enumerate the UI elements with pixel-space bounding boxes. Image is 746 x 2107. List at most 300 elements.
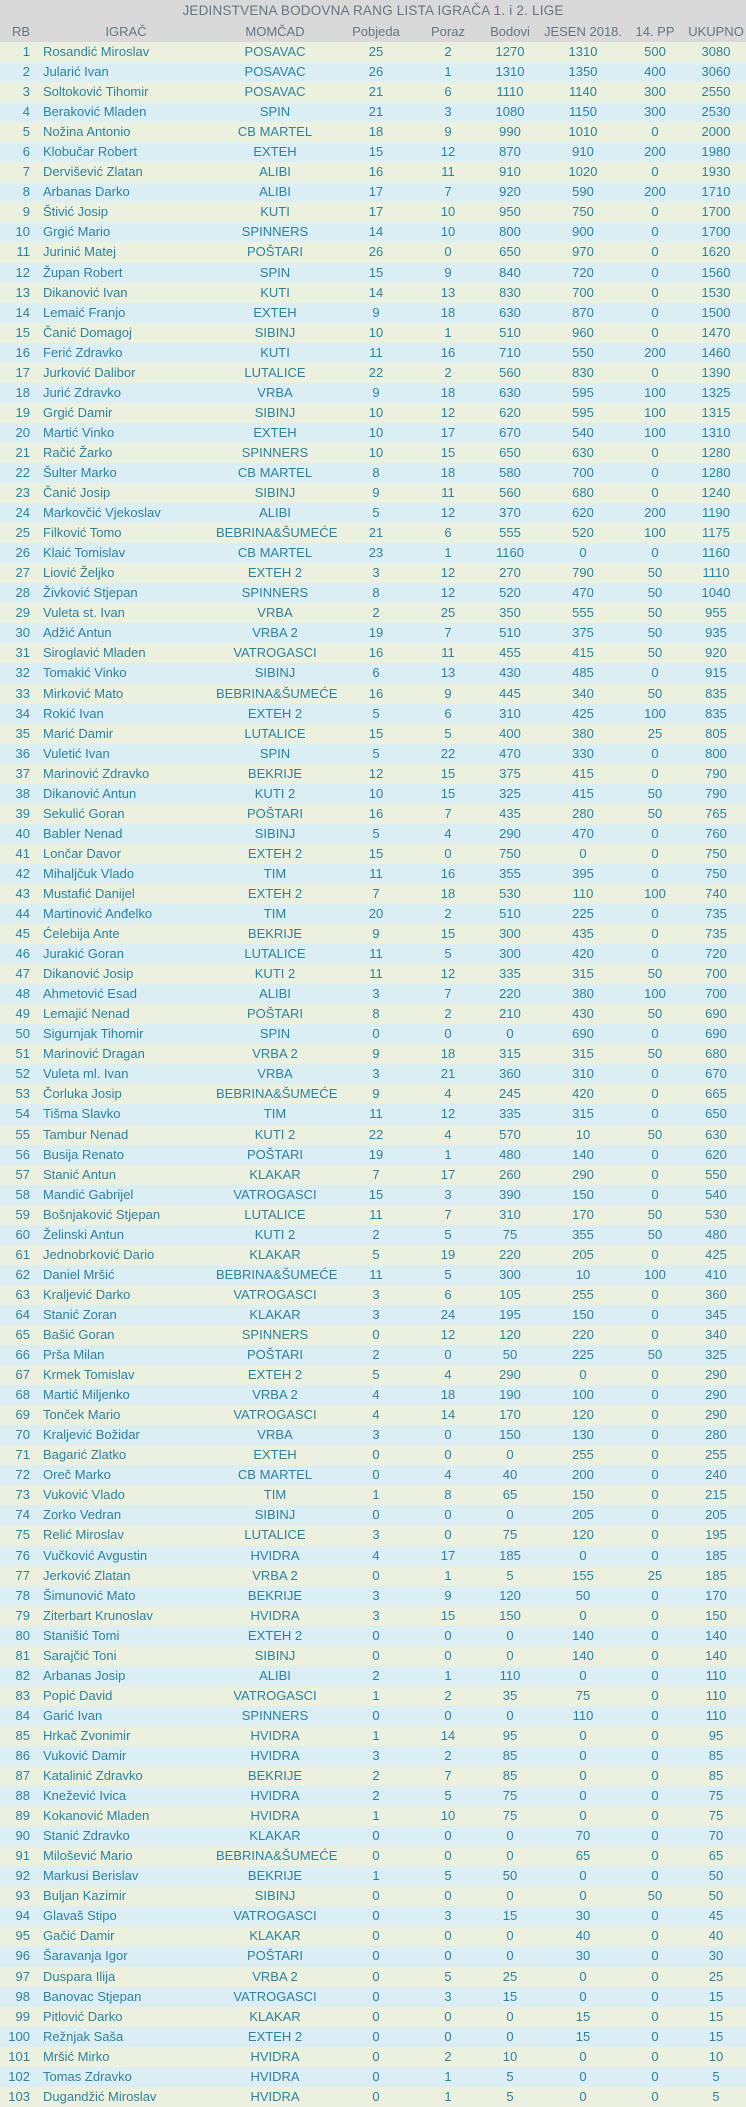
- team-cell: KUTI: [260, 204, 290, 220]
- rank-cell: 97: [15, 1968, 30, 1984]
- points-cell: 120: [499, 1587, 521, 1603]
- rank-cell: 21: [15, 444, 30, 460]
- points-cell: 190: [499, 1387, 521, 1403]
- pp14-cell: 0: [651, 1647, 659, 1663]
- table-row: [0, 1325, 746, 1345]
- rank-cell: 96: [15, 1948, 30, 1964]
- wins-cell: 4: [372, 1547, 380, 1563]
- rank-cell: 72: [15, 1467, 30, 1483]
- total-cell: 650: [705, 1106, 727, 1122]
- pp14-cell: 25: [647, 1567, 663, 1583]
- pp14-cell: 300: [644, 104, 666, 120]
- rank-cell: 45: [15, 926, 30, 942]
- pp14-cell: 200: [644, 344, 666, 360]
- losses-cell: 12: [440, 505, 456, 521]
- player-name-cell: Tomakić Vinko: [43, 665, 127, 681]
- points-cell: 0: [506, 1447, 514, 1463]
- team-cell: ALIBI: [259, 184, 291, 200]
- total-cell: 1710: [701, 184, 731, 200]
- autumn-2018-cell: 340: [572, 685, 594, 701]
- wins-cell: 2: [372, 1667, 380, 1683]
- autumn-2018-cell: 595: [572, 404, 594, 420]
- wins-cell: 9: [372, 926, 380, 942]
- losses-cell: 1: [444, 64, 452, 80]
- team-cell: VRBA 2: [252, 625, 298, 641]
- total-cell: 1240: [701, 485, 731, 501]
- total-cell: 1160: [702, 545, 730, 561]
- team-cell: HVIDRA: [250, 2088, 300, 2104]
- player-name-cell: Glavaš Stipo: [43, 1908, 117, 1924]
- table-row: [0, 1084, 746, 1104]
- rank-cell: 56: [15, 1146, 30, 1162]
- total-cell: 480: [705, 1226, 727, 1242]
- table-row: [0, 1445, 746, 1465]
- wins-cell: 1: [372, 1808, 380, 1824]
- autumn-2018-cell: 750: [572, 204, 594, 220]
- losses-cell: 3: [444, 104, 452, 120]
- player-name-cell: Bagarić Zlatko: [43, 1447, 127, 1463]
- team-cell: BEBRINA&ŠUMEĆE: [216, 525, 338, 541]
- wins-cell: 15: [368, 264, 384, 280]
- total-cell: 110: [705, 1667, 727, 1683]
- team-cell: VRBA 2: [252, 1046, 298, 1062]
- total-cell: 2530: [701, 104, 731, 120]
- rank-cell: 65: [15, 1327, 30, 1342]
- autumn-2018-cell: 0: [579, 1367, 587, 1383]
- player-name-cell: Hrkač Zvonimir: [43, 1727, 131, 1743]
- autumn-2018-cell: 0: [579, 1547, 587, 1563]
- rank-cell: 81: [15, 1647, 30, 1663]
- player-name-cell: Prša Milan: [43, 1347, 105, 1363]
- points-cell: 1160: [496, 545, 524, 561]
- rank-cell: 67: [15, 1367, 30, 1383]
- wins-cell: 10: [368, 785, 384, 801]
- table-row: [0, 964, 746, 984]
- autumn-2018-cell: 30: [575, 1908, 591, 1924]
- wins-cell: 7: [372, 1166, 380, 1182]
- player-name-cell: Garić Ivan: [43, 1707, 103, 1723]
- table-row: [0, 1044, 746, 1064]
- pp14-cell: 50: [647, 785, 663, 801]
- autumn-2018-cell: 555: [572, 605, 594, 621]
- table-row: [0, 82, 746, 102]
- player-name-cell: Krmek Tomislav: [43, 1367, 135, 1383]
- table-row: [0, 162, 746, 182]
- total-cell: 50: [708, 1868, 724, 1884]
- points-cell: 35: [502, 1687, 518, 1703]
- total-cell: 290: [705, 1387, 727, 1403]
- pp14-cell: 300: [644, 84, 666, 100]
- total-cell: 915: [705, 665, 727, 681]
- wins-cell: 19: [368, 625, 384, 641]
- autumn-2018-cell: 520: [572, 525, 594, 541]
- autumn-2018-cell: 170: [572, 1206, 594, 1222]
- rank-cell: 76: [15, 1547, 30, 1563]
- total-cell: 345: [705, 1306, 727, 1322]
- table-row: [0, 1967, 746, 1987]
- autumn-2018-cell: 595: [572, 384, 594, 400]
- table-row: [0, 884, 746, 904]
- table-row: [0, 543, 746, 563]
- losses-cell: 1: [444, 2068, 452, 2084]
- losses-cell: 6: [444, 1286, 452, 1302]
- player-name-cell: Milošević Mario: [43, 1848, 133, 1864]
- player-name-cell: Jularić Ivan: [43, 64, 109, 80]
- points-cell: 0: [506, 1026, 514, 1042]
- total-cell: 1930: [701, 164, 731, 180]
- player-name-cell: Lončar Davor: [43, 845, 122, 861]
- losses-cell: 10: [440, 224, 456, 240]
- rank-cell: 40: [15, 825, 30, 841]
- team-cell: SPIN: [259, 1026, 291, 1042]
- table-row: [0, 1826, 746, 1846]
- rank-cell: 61: [15, 1246, 30, 1262]
- wins-cell: 0: [372, 1026, 380, 1042]
- rank-cell: 32: [15, 665, 30, 681]
- player-name-cell: Šulter Marko: [43, 464, 117, 480]
- pp14-cell: 0: [651, 1306, 659, 1322]
- wins-cell: 0: [372, 2008, 380, 2024]
- rank-cell: 69: [15, 1407, 30, 1423]
- team-cell: KUTI 2: [254, 966, 296, 982]
- rank-cell: 66: [15, 1347, 30, 1363]
- total-cell: 15: [708, 2008, 724, 2024]
- points-cell: 300: [499, 926, 521, 942]
- team-cell: EXTEH: [253, 424, 297, 440]
- autumn-2018-cell: 140: [572, 1146, 594, 1162]
- losses-cell: 16: [440, 344, 456, 360]
- team-cell: BEBRINA&ŠUMEĆE: [216, 1266, 338, 1282]
- table-row: [0, 1566, 746, 1586]
- wins-cell: 8: [372, 1006, 380, 1022]
- losses-cell: 0: [444, 1527, 452, 1543]
- points-cell: 0: [506, 1888, 514, 1904]
- rank-cell: 99: [15, 2008, 30, 2024]
- wins-cell: 0: [372, 1507, 380, 1523]
- team-cell: SIBINJ: [254, 404, 296, 420]
- pp14-cell: 100: [644, 384, 666, 400]
- team-cell: SIBINJ: [254, 1888, 296, 1904]
- points-cell: 10: [502, 2048, 518, 2064]
- column-header-bodovi: Bodovi: [490, 24, 530, 39]
- losses-cell: 25: [440, 605, 456, 621]
- losses-cell: 0: [444, 1026, 452, 1042]
- autumn-2018-cell: 630: [572, 444, 594, 460]
- autumn-2018-cell: 205: [572, 1246, 594, 1262]
- losses-cell: 12: [440, 1327, 456, 1342]
- player-name-cell: Sarajčić Toni: [43, 1647, 117, 1663]
- player-name-cell: Kokanović Mladen: [43, 1808, 150, 1824]
- table-row: [0, 1746, 746, 1766]
- team-cell: VRBA 2: [252, 1387, 298, 1403]
- points-cell: 510: [499, 625, 521, 641]
- losses-cell: 19: [440, 1246, 456, 1262]
- wins-cell: 10: [368, 444, 384, 460]
- table-row: [0, 363, 746, 383]
- rank-cell: 75: [15, 1527, 30, 1543]
- player-name-cell: Vuleta ml. Ivan: [43, 1066, 129, 1082]
- wins-cell: 16: [368, 164, 384, 180]
- team-cell: KLAKAR: [249, 1928, 301, 1944]
- rank-cell: 102: [8, 2068, 30, 2084]
- player-name-cell: Dervišević Zlatan: [43, 164, 143, 180]
- points-cell: 520: [499, 585, 521, 601]
- rank-cell: 26: [15, 545, 30, 561]
- rank-cell: 83: [15, 1687, 30, 1703]
- autumn-2018-cell: 720: [572, 264, 594, 280]
- losses-cell: 5: [444, 1226, 452, 1242]
- losses-cell: 21: [440, 1066, 456, 1082]
- rank-cell: 34: [15, 705, 30, 721]
- autumn-2018-cell: 680: [572, 485, 594, 501]
- wins-cell: 0: [372, 1627, 380, 1643]
- pp14-cell: 200: [644, 184, 666, 200]
- player-name-cell: Štivić Josip: [43, 204, 109, 220]
- losses-cell: 1: [444, 324, 452, 340]
- points-cell: 670: [499, 424, 521, 440]
- autumn-2018-cell: 425: [572, 705, 594, 721]
- autumn-2018-cell: 430: [572, 1006, 594, 1022]
- table-row: [0, 1586, 746, 1606]
- pp14-cell: 50: [647, 1206, 663, 1222]
- autumn-2018-cell: 0: [579, 1788, 587, 1804]
- points-cell: 620: [499, 404, 521, 420]
- losses-cell: 24: [440, 1306, 456, 1322]
- pp14-cell: 0: [651, 1587, 659, 1603]
- player-name-cell: Živković Stjepan: [43, 585, 138, 601]
- total-cell: 1040: [701, 585, 731, 601]
- rank-cell: 51: [15, 1046, 30, 1062]
- total-cell: 205: [705, 1507, 727, 1523]
- player-name-cell: Vuković Damir: [43, 1747, 127, 1763]
- rank-cell: 25: [15, 525, 30, 541]
- autumn-2018-cell: 540: [572, 424, 594, 440]
- pp14-cell: 50: [647, 1888, 663, 1904]
- points-cell: 0: [506, 1507, 514, 1523]
- pp14-cell: 400: [644, 64, 666, 80]
- total-cell: 835: [705, 685, 727, 701]
- losses-cell: 11: [441, 485, 455, 501]
- wins-cell: 23: [368, 545, 384, 561]
- losses-cell: 15: [440, 1607, 456, 1623]
- losses-cell: 14: [440, 1407, 456, 1423]
- player-name-cell: Tonček Mario: [43, 1407, 121, 1423]
- autumn-2018-cell: 960: [572, 324, 594, 340]
- losses-cell: 8: [444, 1487, 452, 1503]
- player-name-cell: Oreč Marko: [43, 1467, 111, 1483]
- rank-cell: 93: [15, 1888, 30, 1904]
- rank-cell: 77: [15, 1567, 30, 1583]
- autumn-2018-cell: 205: [572, 1507, 594, 1523]
- pp14-cell: 0: [651, 1908, 659, 1924]
- player-name-cell: Lemaić Franjo: [43, 304, 126, 320]
- points-cell: 910: [499, 164, 521, 180]
- wins-cell: 5: [372, 505, 380, 521]
- table-row: [0, 503, 746, 523]
- player-name-cell: Jurić Zdravko: [43, 384, 122, 400]
- losses-cell: 5: [444, 1868, 452, 1884]
- losses-cell: 5: [444, 725, 452, 741]
- player-name-cell: Bašić Goran: [43, 1327, 115, 1342]
- losses-cell: 7: [444, 805, 452, 821]
- pp14-cell: 50: [647, 625, 663, 641]
- team-cell: EXTEH 2: [247, 885, 303, 901]
- autumn-2018-cell: 255: [572, 1286, 594, 1302]
- wins-cell: 5: [372, 1246, 380, 1262]
- team-cell: HVIDRA: [250, 1788, 300, 1804]
- pp14-cell: 50: [647, 1126, 663, 1142]
- player-name-cell: Jurković Dalibor: [43, 364, 136, 380]
- points-cell: 510: [499, 324, 521, 340]
- player-name-cell: Grgić Damir: [43, 404, 113, 420]
- points-cell: 0: [506, 1928, 514, 1944]
- rank-cell: 50: [15, 1026, 30, 1042]
- wins-cell: 22: [368, 1126, 384, 1142]
- player-name-cell: Ahmetović Esad: [43, 986, 137, 1002]
- player-name-cell: Režnjak Saša: [43, 2028, 124, 2044]
- losses-cell: 0: [444, 2008, 452, 2024]
- wins-cell: 0: [372, 2048, 380, 2064]
- rank-cell: 23: [15, 485, 30, 501]
- rank-cell: 17: [15, 364, 30, 380]
- wins-cell: 26: [368, 244, 384, 260]
- table-row: [0, 1185, 746, 1205]
- player-name-cell: Lemajić Nenad: [43, 1006, 130, 1022]
- wins-cell: 2: [372, 1226, 380, 1242]
- wins-cell: 3: [372, 1607, 380, 1623]
- total-cell: 45: [708, 1908, 724, 1924]
- rank-cell: 94: [15, 1908, 30, 1924]
- autumn-2018-cell: 255: [572, 1447, 594, 1463]
- losses-cell: 0: [444, 1948, 452, 1964]
- wins-cell: 16: [368, 805, 384, 821]
- total-cell: 70: [708, 1828, 724, 1844]
- autumn-2018-cell: 690: [572, 1026, 594, 1042]
- rank-cell: 36: [15, 745, 30, 761]
- wins-cell: 11: [369, 1206, 383, 1222]
- autumn-2018-cell: 150: [572, 1487, 594, 1503]
- table-row: [0, 483, 746, 503]
- points-cell: 75: [502, 1226, 518, 1242]
- points-cell: 445: [499, 685, 521, 701]
- page-title: JEDINSTVENA BODOVNA RANG LISTA IGRAČA 1. i 2. LIGE: [0, 0, 746, 21]
- losses-cell: 7: [444, 625, 452, 641]
- total-cell: 1325: [701, 384, 731, 400]
- wins-cell: 14: [368, 284, 384, 300]
- rank-cell: 74: [15, 1507, 30, 1523]
- autumn-2018-cell: 10: [575, 1126, 591, 1142]
- autumn-2018-cell: 150: [572, 1186, 594, 1202]
- points-cell: 75: [502, 1788, 518, 1804]
- total-cell: 425: [705, 1246, 727, 1262]
- team-cell: ALIBI: [259, 986, 291, 1002]
- wins-cell: 2: [372, 1788, 380, 1804]
- pp14-cell: 0: [651, 1467, 659, 1483]
- team-cell: BEKRIJE: [247, 765, 303, 781]
- losses-cell: 18: [440, 384, 456, 400]
- wins-cell: 12: [368, 765, 384, 781]
- points-cell: 555: [499, 525, 521, 541]
- team-cell: SPINNERS: [241, 585, 309, 601]
- table-row: [0, 523, 746, 543]
- rank-cell: 92: [15, 1868, 30, 1884]
- points-cell: 1270: [495, 44, 525, 59]
- team-cell: ALIBI: [259, 505, 291, 521]
- total-cell: 1280: [701, 444, 731, 460]
- team-cell: POŠTARI: [246, 805, 304, 821]
- pp14-cell: 0: [651, 1687, 659, 1703]
- table-row: [0, 1365, 746, 1385]
- table-row: [0, 1125, 746, 1145]
- wins-cell: 19: [368, 1146, 384, 1162]
- total-cell: 1700: [701, 224, 731, 240]
- table-row: [0, 202, 746, 222]
- total-cell: 1500: [701, 304, 731, 320]
- losses-cell: 18: [440, 1046, 456, 1062]
- total-cell: 280: [705, 1427, 727, 1443]
- wins-cell: 10: [368, 324, 384, 340]
- points-cell: 0: [506, 1647, 514, 1663]
- total-cell: 700: [705, 986, 727, 1002]
- rank-cell: 44: [15, 906, 30, 922]
- wins-cell: 3: [372, 1527, 380, 1543]
- wins-cell: 0: [372, 1647, 380, 1663]
- column-header-ukupno: UKUPNO: [688, 24, 744, 39]
- autumn-2018-cell: 0: [579, 1808, 587, 1824]
- team-cell: EXTEH 2: [247, 1367, 303, 1383]
- pp14-cell: 0: [651, 1547, 659, 1563]
- total-cell: 15: [708, 1988, 724, 2004]
- rank-cell: 95: [15, 1928, 30, 1944]
- wins-cell: 0: [372, 1888, 380, 1904]
- pp14-cell: 50: [647, 565, 663, 581]
- table-row: [0, 804, 746, 824]
- table-row: [0, 222, 746, 242]
- pp14-cell: 0: [651, 2068, 659, 2084]
- team-cell: SIBINJ: [254, 1507, 296, 1523]
- table-row: [0, 784, 746, 804]
- rank-cell: 103: [8, 2088, 30, 2104]
- total-cell: 1700: [701, 204, 731, 220]
- pp14-cell: 0: [651, 1066, 659, 1082]
- points-cell: 75: [502, 1527, 518, 1543]
- table-row: [0, 824, 746, 844]
- autumn-2018-cell: 355: [572, 1226, 594, 1242]
- autumn-2018-cell: 280: [572, 805, 594, 821]
- points-cell: 1080: [495, 104, 525, 120]
- losses-cell: 12: [440, 1106, 456, 1122]
- player-name-cell: Dugandžić Miroslav: [43, 2088, 157, 2104]
- wins-cell: 9: [372, 384, 380, 400]
- team-cell: BEKRIJE: [247, 1868, 303, 1884]
- pp14-cell: 0: [651, 1948, 659, 1964]
- autumn-2018-cell: 10: [575, 1266, 591, 1282]
- team-cell: VRBA: [257, 1066, 293, 1082]
- player-name-cell: Tišma Slavko: [43, 1106, 121, 1122]
- team-cell: TIM: [263, 1106, 287, 1122]
- player-name-cell: Šimunović Mato: [43, 1587, 136, 1603]
- team-cell: SIBINJ: [254, 485, 296, 501]
- autumn-2018-cell: 100: [572, 1387, 594, 1403]
- table-row: [0, 423, 746, 443]
- wins-cell: 3: [372, 1427, 380, 1443]
- total-cell: 1315: [701, 404, 731, 420]
- autumn-2018-cell: 150: [572, 1306, 594, 1322]
- losses-cell: 17: [440, 1547, 456, 1563]
- wins-cell: 10: [368, 424, 384, 440]
- wins-cell: 6: [372, 665, 380, 681]
- pp14-cell: 50: [647, 805, 663, 821]
